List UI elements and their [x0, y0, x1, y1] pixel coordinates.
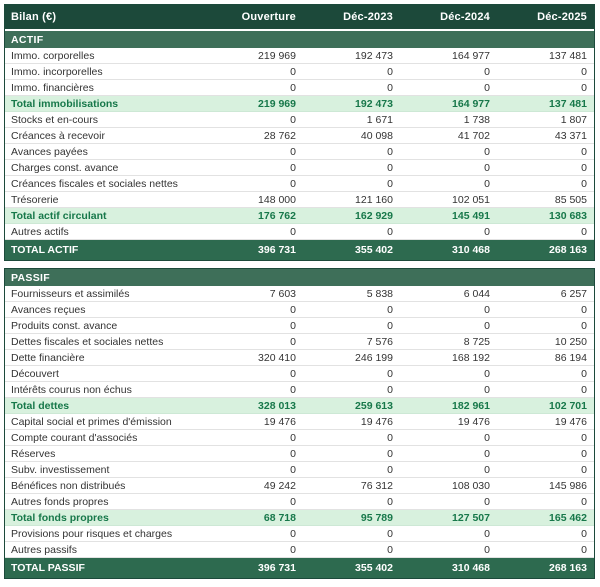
row-value: 43 371 — [554, 129, 587, 142]
table-row — [5, 48, 594, 64]
row-value: 49 242 — [263, 479, 296, 492]
row-value: 182 961 — [452, 399, 490, 412]
row-label: Total fonds propres — [11, 511, 109, 524]
table-row — [5, 430, 594, 446]
row-value: 0 — [387, 367, 393, 380]
row-value: 0 — [290, 161, 296, 174]
column-header-ouverture: Ouverture — [241, 11, 296, 23]
row-value: 0 — [290, 543, 296, 556]
table-title: Bilan (€) — [11, 11, 57, 23]
row-value: 0 — [290, 431, 296, 444]
row-value: 328 013 — [258, 399, 296, 412]
row-value: 40 098 — [360, 129, 393, 142]
table-row — [5, 350, 594, 366]
row-value: 0 — [484, 463, 490, 476]
row-value: 0 — [484, 447, 490, 460]
row-value: 0 — [581, 81, 587, 94]
row-value: 219 969 — [258, 49, 296, 62]
table-row — [5, 286, 594, 302]
row-value: 0 — [387, 543, 393, 556]
row-label: TOTAL ACTIF — [11, 244, 79, 256]
row-value: 0 — [484, 431, 490, 444]
row-value: 127 507 — [452, 511, 490, 524]
row-value: 0 — [290, 319, 296, 332]
row-value: 0 — [581, 145, 587, 158]
row-value: 0 — [581, 383, 587, 396]
table-row — [5, 382, 594, 398]
table-row — [5, 80, 594, 96]
row-value: 6 257 — [560, 287, 587, 300]
table-row — [5, 176, 594, 192]
row-value: 5 838 — [366, 287, 393, 300]
grand-total-row — [5, 240, 594, 260]
row-value: 0 — [581, 447, 587, 460]
row-value: 0 — [387, 527, 393, 540]
row-value: 164 977 — [452, 49, 490, 62]
row-value: 0 — [290, 463, 296, 476]
table-row — [5, 112, 594, 128]
row-value: 0 — [290, 177, 296, 190]
row-value: 0 — [387, 383, 393, 396]
row-value: 102 701 — [549, 399, 587, 412]
row-label: Dette financière — [11, 351, 85, 364]
column-header-dec-2025: Déc-2025 — [537, 11, 587, 23]
row-value: 8 725 — [463, 335, 490, 348]
row-label: Total actif circulant — [11, 209, 107, 222]
table-row — [5, 128, 594, 144]
row-value: 68 718 — [263, 511, 296, 524]
row-value: 0 — [387, 431, 393, 444]
row-value: 0 — [484, 495, 490, 508]
row-value: 121 160 — [355, 193, 393, 206]
row-value: 0 — [290, 527, 296, 540]
row-value: 19 476 — [360, 415, 393, 428]
row-value: 219 969 — [258, 97, 296, 110]
section-band-actif: ACTIF — [5, 31, 594, 48]
row-label: Immo. financières — [11, 81, 94, 94]
row-label: Réserves — [11, 447, 56, 460]
row-value: 192 473 — [355, 49, 393, 62]
passif-table — [4, 268, 595, 579]
row-value: 0 — [484, 543, 490, 556]
row-value: 0 — [484, 81, 490, 94]
row-value: 0 — [581, 527, 587, 540]
row-value: 0 — [387, 225, 393, 238]
row-value: 268 163 — [549, 562, 587, 574]
row-value: 0 — [387, 463, 393, 476]
row-value: 355 402 — [355, 562, 393, 574]
row-value: 0 — [484, 145, 490, 158]
row-value: 1 738 — [463, 113, 490, 126]
row-value: 0 — [387, 65, 393, 78]
row-value: 0 — [581, 463, 587, 476]
row-value: 108 030 — [452, 479, 490, 492]
row-value: 0 — [290, 113, 296, 126]
row-value: 1 671 — [366, 113, 393, 126]
row-value: 0 — [387, 303, 393, 316]
table-row — [5, 462, 594, 478]
row-value: 0 — [387, 447, 393, 460]
section-gap — [4, 261, 595, 268]
table-row — [5, 542, 594, 558]
table-row — [5, 478, 594, 494]
row-value: 0 — [290, 145, 296, 158]
row-label: Créances fiscales et sociales nettes — [11, 177, 178, 190]
row-value: 0 — [387, 145, 393, 158]
table-row — [5, 144, 594, 160]
row-value: 310 468 — [452, 562, 490, 574]
row-value: 0 — [484, 65, 490, 78]
row-value: 396 731 — [258, 562, 296, 574]
row-value: 176 762 — [258, 209, 296, 222]
table-row — [5, 526, 594, 542]
row-label: Immo. corporelles — [11, 49, 95, 62]
row-value: 6 044 — [463, 287, 490, 300]
column-header-dec-2024: Déc-2024 — [440, 11, 490, 23]
table-row — [5, 302, 594, 318]
row-label: Capital social et primes d'émission — [11, 415, 172, 428]
row-value: 0 — [581, 161, 587, 174]
row-label: Avances payées — [11, 145, 88, 158]
row-label: Dettes fiscales et sociales nettes — [11, 335, 164, 348]
row-value: 19 476 — [457, 415, 490, 428]
row-label: Compte courant d'associés — [11, 431, 138, 444]
row-label: Immo. incorporelles — [11, 65, 103, 78]
row-value: 0 — [581, 65, 587, 78]
row-value: 0 — [290, 447, 296, 460]
column-header-dec-2023: Déc-2023 — [343, 11, 393, 23]
row-label: Intérêts courus non échus — [11, 383, 132, 396]
row-value: 0 — [484, 225, 490, 238]
row-value: 0 — [581, 177, 587, 190]
row-value: 0 — [290, 367, 296, 380]
actif-rows — [5, 48, 594, 260]
row-label: Total immobilisations — [11, 97, 119, 110]
table-row — [5, 64, 594, 80]
table-row — [5, 446, 594, 462]
row-value: 192 473 — [355, 97, 393, 110]
passif-rows — [5, 286, 594, 578]
row-value: 148 000 — [258, 193, 296, 206]
row-value: 0 — [387, 161, 393, 174]
row-value: 320 410 — [258, 351, 296, 364]
row-value: 162 929 — [355, 209, 393, 222]
row-value: 28 762 — [263, 129, 296, 142]
row-value: 0 — [581, 225, 587, 238]
row-label: Stocks et en-cours — [11, 113, 98, 126]
row-value: 355 402 — [355, 244, 393, 256]
table-row — [5, 192, 594, 208]
row-value: 7 576 — [366, 335, 393, 348]
table-row — [5, 224, 594, 240]
row-value: 259 613 — [355, 399, 393, 412]
row-value: 0 — [581, 319, 587, 332]
row-value: 0 — [484, 177, 490, 190]
row-value: 0 — [484, 367, 490, 380]
table-row — [5, 414, 594, 430]
row-label: Autres fonds propres — [11, 495, 109, 508]
row-value: 102 051 — [452, 193, 490, 206]
row-value: 0 — [581, 303, 587, 316]
table-row — [5, 318, 594, 334]
row-label: Total dettes — [11, 399, 70, 412]
row-label: Avances reçues — [11, 303, 86, 316]
row-value: 137 481 — [549, 97, 587, 110]
grand-total-row — [5, 558, 594, 578]
row-value: 310 468 — [452, 244, 490, 256]
row-value: 0 — [581, 431, 587, 444]
row-value: 0 — [290, 495, 296, 508]
table-row — [5, 334, 594, 350]
row-value: 168 192 — [452, 351, 490, 364]
row-value: 0 — [290, 303, 296, 316]
row-value: 164 977 — [452, 97, 490, 110]
row-value: 1 807 — [560, 113, 587, 126]
row-value: 41 702 — [457, 129, 490, 142]
row-value: 0 — [484, 161, 490, 174]
row-value: 10 250 — [554, 335, 587, 348]
row-label: Autres actifs — [11, 225, 69, 238]
row-value: 19 476 — [263, 415, 296, 428]
row-label: Autres passifs — [11, 543, 77, 556]
row-value: 145 491 — [452, 209, 490, 222]
row-value: 145 986 — [549, 479, 587, 492]
table-header-row — [5, 5, 594, 31]
row-value: 0 — [290, 65, 296, 78]
row-value: 86 194 — [554, 351, 587, 364]
row-label: Fournisseurs et assimilés — [11, 287, 130, 300]
subtotal-row — [5, 208, 594, 224]
row-label: Charges const. avance — [11, 161, 119, 174]
row-value: 0 — [290, 81, 296, 94]
subtotal-row — [5, 398, 594, 414]
row-value: 0 — [290, 335, 296, 348]
row-value: 130 683 — [549, 209, 587, 222]
row-value: 246 199 — [355, 351, 393, 364]
row-value: 0 — [581, 367, 587, 380]
section-band-passif: PASSIF — [5, 269, 594, 286]
row-label: Découvert — [11, 367, 59, 380]
subtotal-row — [5, 96, 594, 112]
row-value: 0 — [484, 383, 490, 396]
row-label: Subv. investissement — [11, 463, 110, 476]
row-label: TOTAL PASSIF — [11, 562, 85, 574]
row-value: 0 — [387, 495, 393, 508]
row-value: 0 — [387, 319, 393, 332]
row-label: Créances à recevoir — [11, 129, 105, 142]
row-value: 0 — [484, 319, 490, 332]
table-row — [5, 366, 594, 382]
row-value: 165 462 — [549, 511, 587, 524]
row-value: 85 505 — [554, 193, 587, 206]
row-value: 7 603 — [269, 287, 296, 300]
table-row — [5, 494, 594, 510]
row-label: Provisions pour risques et charges — [11, 527, 173, 540]
row-value: 95 789 — [360, 511, 393, 524]
row-label: Produits const. avance — [11, 319, 118, 332]
row-value: 0 — [581, 495, 587, 508]
row-label: Bénéfices non distribués — [11, 479, 126, 492]
row-value: 19 476 — [554, 415, 587, 428]
row-value: 0 — [387, 177, 393, 190]
row-value: 0 — [387, 81, 393, 94]
row-value: 0 — [484, 527, 490, 540]
row-value: 268 163 — [549, 244, 587, 256]
row-value: 0 — [484, 303, 490, 316]
table-row — [5, 160, 594, 176]
subtotal-row — [5, 510, 594, 526]
row-value: 0 — [290, 225, 296, 238]
row-label: Trésorerie — [11, 193, 59, 206]
row-value: 396 731 — [258, 244, 296, 256]
row-value: 137 481 — [549, 49, 587, 62]
row-value: 0 — [581, 543, 587, 556]
actif-table — [4, 4, 595, 261]
row-value: 0 — [290, 383, 296, 396]
row-value: 76 312 — [360, 479, 393, 492]
